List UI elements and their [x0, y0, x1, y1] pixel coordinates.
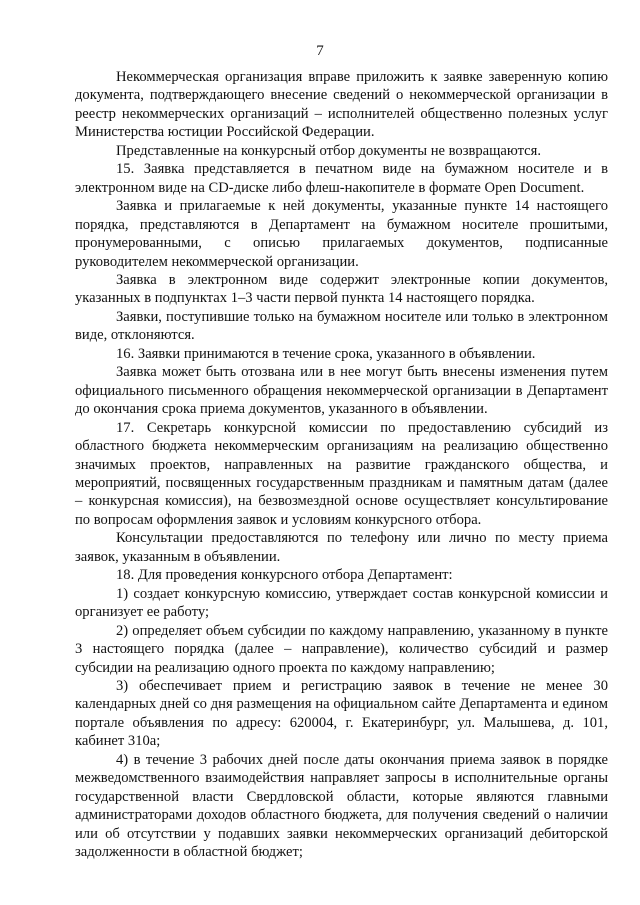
- list-item: 1) создает конкурсную комиссию, утверждает состав конкурсной комиссии и организует ее работу;: [75, 585, 608, 621]
- paragraph: Некоммерческая организация вправе приложить к заявке заверенную копию документа, подтверждающего внесение сведений о некоммерческой организации в реестр некоммерческих организаций – исполнителей общественно полезных услуг Министерства юстиции Российской Федерации.: [75, 69, 608, 141]
- paragraph: Заявка в электронном виде содержит электронные копии документов, указанных в подпунктах 1–3 части первой пункта 14 настоящего порядка.: [75, 271, 608, 307]
- paragraph: Представленные на конкурсный отбор документы не возвращаются.: [116, 142, 541, 159]
- paragraph: 15. Заявка представляется в печатном виде на бумажном носителе и в электронном виде на CD-диске либо флеш-накопителе в формате Open Document.: [75, 161, 608, 196]
- list-item: 3) обеспечивает прием и регистрацию заявок в течение не менее 30 календарных дней со дня размещения на официальном сайте Департамента и едином портале объявления по адресу: 620004, г. Екатеринбург, ул. Малышева, д. 101, кабинет 310а;: [75, 677, 608, 750]
- paragraph: Заявки, поступившие только на бумажном носителе или только в электронном виде, отклоняются.: [75, 308, 608, 344]
- paragraph: 18. Для проведения конкурсного отбора Департамент:: [116, 567, 453, 584]
- paragraph: Заявка и прилагаемые к ней документы, указанные пункте 14 настоящего порядка, представляются в Департамент на бумажном носителе прошитыми, пронумерованными, с описью прилагаемых документов, подписанные руководителем некоммерческой организации.: [75, 198, 608, 270]
- paragraph: Консультации предоставляются по телефону или лично по месту приема заявок, указанным в объявлении.: [75, 530, 608, 565]
- page-number: 7: [316, 43, 324, 59]
- list-item: 2) определяет объем субсидии по каждому направлению, указанному в пункте 3 настоящего порядка (далее – направление), количество субсидий и размер субсидии на реализацию одного проекта по каждому направлению;: [75, 622, 608, 676]
- paragraph: 16. Заявки принимаются в течение срока, указанного в объявлении.: [116, 345, 536, 362]
- document-body: [75, 68, 608, 861]
- paragraph: Заявка может быть отозвана или в нее могут быть внесены изменения путем официального письменного обращения некоммерческой организации в Департамент до окончания срока приема документов, указанного в объявлении.: [75, 364, 608, 418]
- paragraph: 17. Секретарь конкурсной комиссии по предоставлению субсидий из областного бюджета некоммерческим организациям на реализацию общественно значимых проектов, направленных на развитие гражданского общества, и мероприятий, посвященных государственным праздникам и памятным датам (далее – конкурсная комиссия), на безвозмездной основе осуществляет консультирование по вопросам оформления заявок и условиям конкурсного отбора.: [75, 419, 608, 528]
- list-item: 4) в течение 3 рабочих дней после даты окончания приема заявок в порядке межведомственного взаимодействия направляет запросы в исполнительные органы государственной власти Свердловской области, которые являются главными администраторами доходов областного бюджета, для получения сведений о наличии или об отсутствии у подавших заявки некоммерческих организаций дебиторской задолженности в областной бюджет;: [75, 751, 608, 861]
